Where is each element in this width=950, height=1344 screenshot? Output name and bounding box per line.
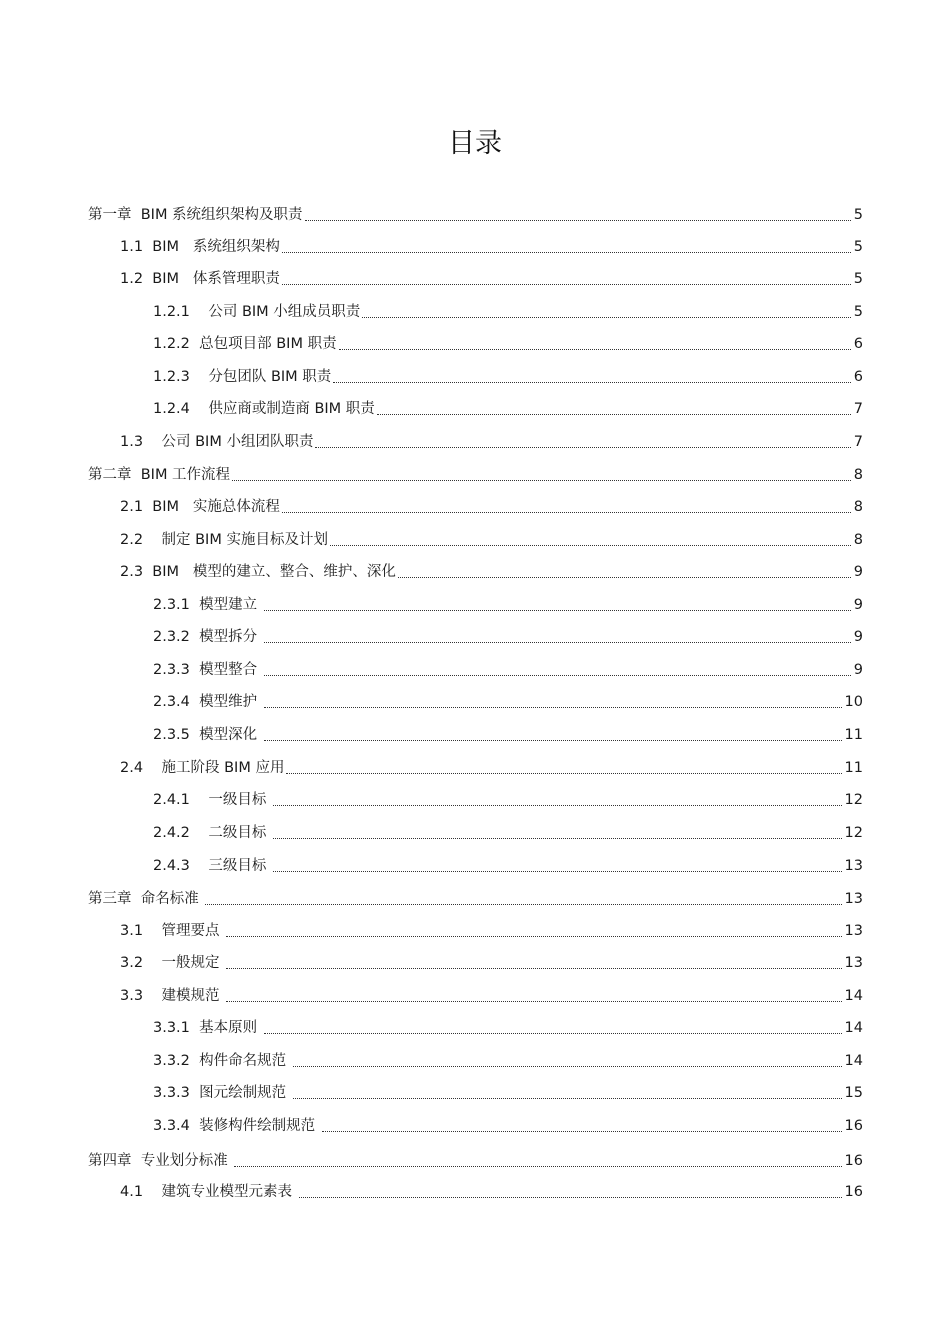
toc-entry-label: 1.2.1 公司 BIM 小组成员职责	[153, 304, 361, 320]
toc-entry[interactable]	[153, 301, 863, 323]
toc-entry[interactable]	[153, 789, 863, 811]
toc-entry-label: 2.4.1 一级目标	[153, 792, 271, 808]
toc-entry-label: 3.3.1 基本原则	[153, 1020, 262, 1036]
toc-entry-label: 第一章 BIM 系统组织架构及职责	[88, 207, 303, 223]
toc-entry-page: 13	[844, 891, 863, 907]
toc-entry[interactable]	[120, 496, 863, 518]
toc-entry-page: 11	[844, 727, 863, 743]
toc-dot-leader	[264, 675, 851, 676]
toc-entry-label: 3.2 一般规定	[120, 955, 225, 971]
toc-entry-page: 13	[844, 858, 863, 874]
toc-dot-leader	[226, 936, 841, 937]
toc-entry[interactable]	[153, 822, 863, 844]
toc-entry[interactable]	[153, 1050, 863, 1072]
toc-entry-page: 5	[853, 271, 863, 287]
toc-dot-leader	[264, 740, 842, 741]
toc-entry[interactable]	[88, 1150, 863, 1172]
toc-entry-label: 3.1 管理要点	[120, 923, 225, 939]
toc-dot-leader	[232, 480, 851, 481]
toc-dot-leader	[339, 349, 851, 350]
toc-entry-label: 2.1 BIM 实施总体流程	[120, 499, 280, 515]
toc-entry-label: 1.2.4 供应商或制造商 BIM 职责	[153, 401, 375, 417]
toc-entry-label: 1.2.3 分包团队 BIM 职责	[153, 369, 332, 385]
toc-dot-leader	[282, 252, 851, 253]
toc-dot-leader	[264, 610, 851, 611]
toc-dot-leader	[205, 904, 841, 905]
toc-entry-page: 12	[844, 825, 863, 841]
toc-entry-label: 2.3.2 模型拆分	[153, 629, 262, 645]
toc-dot-leader	[362, 317, 850, 318]
toc-dot-leader	[286, 773, 841, 774]
toc-dot-leader	[264, 1033, 842, 1034]
toc-entry[interactable]	[153, 1115, 863, 1137]
toc-dot-leader	[226, 968, 841, 969]
toc-dot-leader	[322, 1131, 842, 1132]
toc-entry-page: 8	[853, 499, 863, 515]
toc-entry-label: 1.3 公司 BIM 小组团队职责	[120, 434, 314, 450]
toc-entry-page: 12	[844, 792, 863, 808]
toc-entry-page: 14	[844, 1053, 863, 1069]
toc-dot-leader	[234, 1166, 841, 1167]
toc-dot-leader	[273, 871, 842, 872]
toc-entry-page: 6	[853, 336, 863, 352]
toc-entry-page: 5	[853, 239, 863, 255]
toc-dot-leader	[273, 805, 842, 806]
toc-entry[interactable]	[120, 529, 863, 551]
toc-entry-label: 2.3 BIM 模型的建立、整合、维护、深化	[120, 564, 396, 580]
toc-entry-label: 2.3.5 模型深化	[153, 727, 262, 743]
toc-entry-label: 2.4.3 三级目标	[153, 858, 271, 874]
toc-dot-leader	[315, 447, 850, 448]
toc-dot-leader	[282, 284, 851, 285]
toc-dot-leader	[273, 838, 842, 839]
toc-entry[interactable]	[120, 985, 863, 1007]
toc-entry-label: 第二章 BIM 工作流程	[88, 467, 231, 483]
toc-entry-page: 5	[853, 207, 863, 223]
toc-entry[interactable]	[120, 431, 863, 453]
toc-entry-page: 16	[844, 1184, 863, 1200]
toc-entry-page: 9	[853, 564, 863, 580]
toc-dot-leader	[264, 707, 842, 708]
toc-entry-page: 16	[844, 1118, 863, 1134]
toc-entry-label: 3.3 建模规范	[120, 988, 225, 1004]
toc-dot-leader	[377, 414, 851, 415]
toc-entry[interactable]	[120, 952, 863, 974]
toc-entry[interactable]	[88, 464, 863, 486]
toc-entry-label: 1.2 BIM 体系管理职责	[120, 271, 280, 287]
toc-entry-label: 3.3.3 图元绘制规范	[153, 1085, 291, 1101]
toc-entry-page: 9	[853, 629, 863, 645]
toc-entry-label: 1.1 BIM 系统组织架构	[120, 239, 280, 255]
toc-entry-page: 14	[844, 1020, 863, 1036]
toc-entry[interactable]	[153, 659, 863, 681]
toc-entry-label: 2.3.4 模型维护	[153, 694, 262, 710]
toc-dot-leader	[282, 512, 851, 513]
toc-entry[interactable]	[153, 398, 863, 420]
toc-entry-page: 13	[844, 955, 863, 971]
toc-entry[interactable]	[120, 920, 863, 942]
toc-entry-page: 9	[853, 597, 863, 613]
toc-entry-label: 第三章 命名标准	[88, 891, 204, 907]
toc-dot-leader	[330, 545, 851, 546]
toc-entry-page: 5	[853, 304, 863, 320]
toc-dot-leader	[398, 577, 851, 578]
toc-entry[interactable]	[153, 1082, 863, 1104]
toc-entry[interactable]	[153, 366, 863, 388]
toc-entry-label: 2.4.2 二级目标	[153, 825, 271, 841]
toc-entry[interactable]	[153, 691, 863, 713]
toc-entry[interactable]	[88, 888, 863, 910]
toc-entry[interactable]	[120, 268, 863, 290]
toc-entry-label: 4.1 建筑专业模型元素表	[120, 1184, 297, 1200]
page-title: 目录	[448, 128, 502, 159]
toc-entry-page: 10	[844, 694, 863, 710]
toc-entry-page: 9	[853, 662, 863, 678]
toc-entry-page: 15	[844, 1085, 863, 1101]
toc-entry-label: 3.3.2 构件命名规范	[153, 1053, 291, 1069]
toc-entry[interactable]	[120, 757, 863, 779]
toc-entry-label: 2.3.3 模型整合	[153, 662, 262, 678]
toc-entry-label: 1.2.2 总包项目部 BIM 职责	[153, 336, 337, 352]
toc-entry-page: 14	[844, 988, 863, 1004]
toc-entry[interactable]	[153, 333, 863, 355]
toc-dot-leader	[333, 382, 850, 383]
toc-entry-page: 8	[853, 467, 863, 483]
toc-dot-leader	[293, 1098, 842, 1099]
toc-entry-page: 6	[853, 369, 863, 385]
toc-entry-label: 2.4 施工阶段 BIM 应用	[120, 760, 285, 776]
toc-entry-page: 7	[853, 434, 863, 450]
toc-dot-leader	[293, 1066, 842, 1067]
toc-entry[interactable]	[153, 855, 863, 877]
toc-dot-leader	[305, 220, 851, 221]
toc-entry[interactable]	[120, 236, 863, 258]
toc-entry-label: 第四章 专业划分标准	[88, 1153, 233, 1169]
toc-dot-leader	[299, 1197, 842, 1198]
toc-dot-leader	[226, 1001, 841, 1002]
toc-entry-page: 16	[844, 1153, 863, 1169]
toc-entry[interactable]	[120, 561, 863, 583]
toc-entry-page: 8	[853, 532, 863, 548]
toc-entry[interactable]	[153, 724, 863, 746]
toc-entry[interactable]	[153, 1017, 863, 1039]
toc-entry[interactable]	[120, 1181, 863, 1203]
toc-entry-page: 13	[844, 923, 863, 939]
toc-entry-label: 2.2 制定 BIM 实施目标及计划	[120, 532, 328, 548]
toc-entry[interactable]	[153, 626, 863, 648]
toc-entry[interactable]	[153, 594, 863, 616]
toc-entry-page: 7	[853, 401, 863, 417]
toc-dot-leader	[264, 642, 851, 643]
toc-entry[interactable]	[88, 204, 863, 226]
toc-entry-page: 11	[844, 760, 863, 776]
toc-entry-label: 3.3.4 装修构件绘制规范	[153, 1118, 320, 1134]
toc-entry-label: 2.3.1 模型建立	[153, 597, 262, 613]
